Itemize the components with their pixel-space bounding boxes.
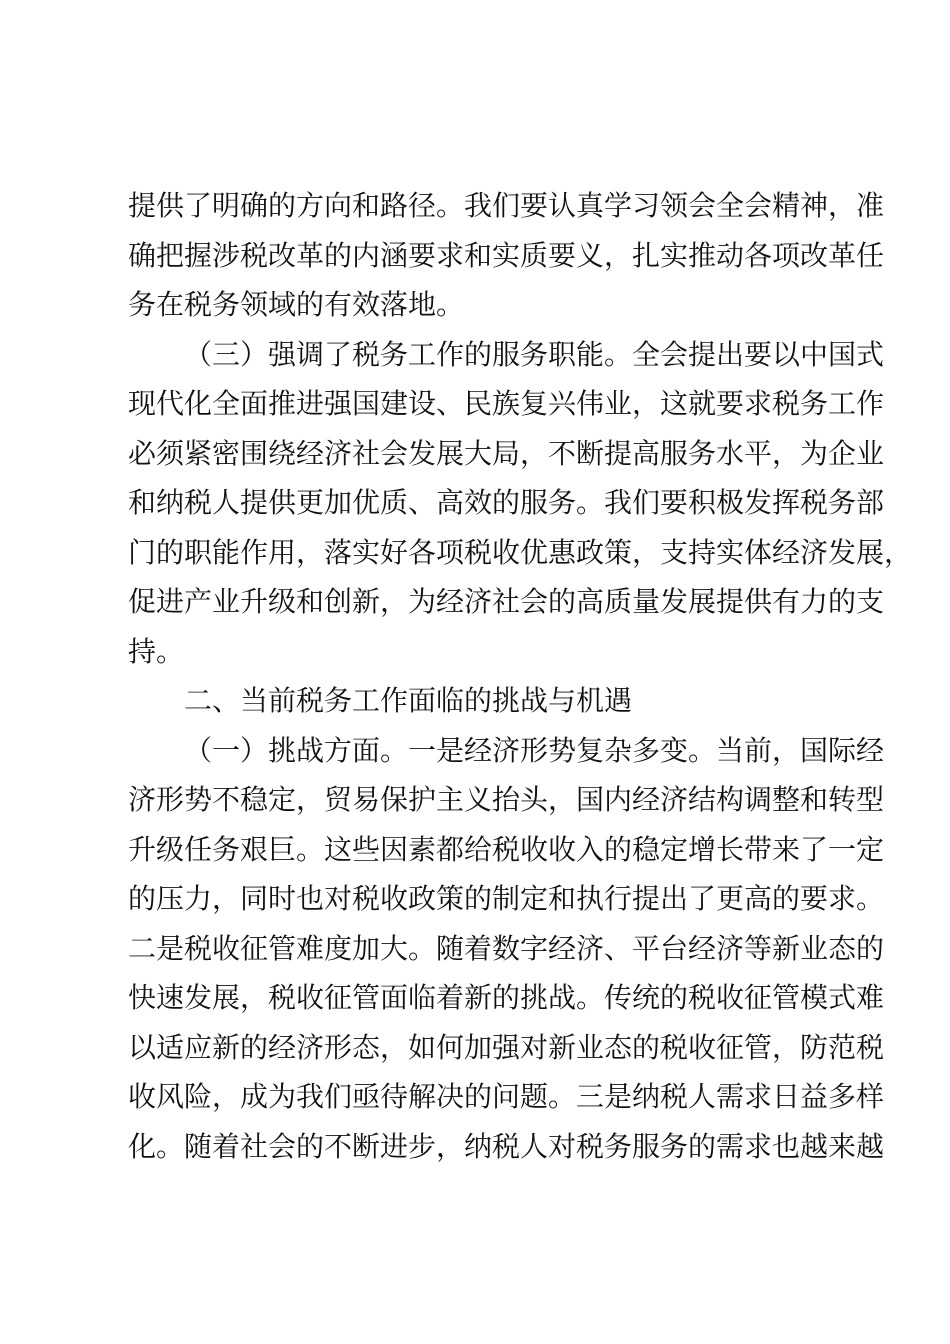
paragraph-line: （一）挑战方面。一是经济形势复杂多变。当前，国际经: [184, 733, 885, 767]
paragraph-line: 门的职能作用，落实好各项税收优惠政策，支持实体经济发展，: [128, 535, 913, 569]
paragraph-line: 提供了明确的方向和路径。我们要认真学习领会全会精神，准: [128, 189, 885, 222]
paragraph-line: 二是税收征管难度加大。随着数字经济、平台经济等新业态的: [128, 931, 885, 965]
paragraph-line: 的压力，同时也对税收政策的制定和执行提出了更高的要求。: [128, 882, 885, 915]
paragraph-line: 济形势不稳定，贸易保护主义抬头，国内经济结构调整和转型: [128, 783, 885, 816]
paragraph-line: 必须紧密围绕经济社会发展大局，不断提高服务水平，为企业: [128, 436, 885, 470]
paragraph-line: 持。: [128, 634, 185, 668]
paragraph-line: 确把握涉税改革的内涵要求和实质要义，扎实推动各项改革任: [128, 238, 885, 272]
section-heading: 二、当前税务工作面临的挑战与机遇: [184, 684, 633, 717]
paragraph-line: （三）强调了税务工作的服务职能。全会提出要以中国式: [184, 337, 885, 371]
paragraph-line: 升级任务艰巨。这些因素都给税收收入的稳定增长带来了一定: [128, 832, 885, 866]
document-body: [128, 181, 913, 1171]
paragraph-line: 和纳税人提供更加优质、高效的服务。我们要积极发挥税务部: [128, 486, 885, 519]
paragraph-line: 促进产业升级和创新，为经济社会的高质量发展提供有力的支: [128, 585, 885, 618]
paragraph-line: 务在税务领域的有效落地。: [128, 288, 465, 321]
paragraph-line: 化。随着社会的不断进步，纳税人对税务服务的需求也越来越: [128, 1129, 885, 1163]
paragraph-line: 以适应新的经济形态，如何加强对新业态的税收征管，防范税: [128, 1030, 885, 1064]
paragraph-line: 现代化全面推进强国建设、民族复兴伟业，这就要求税务工作: [128, 387, 885, 420]
paragraph-line: 收风险，成为我们亟待解决的问题。三是纳税人需求日益多样: [128, 1080, 885, 1113]
paragraph-line: 快速发展，税收征管面临着新的挑战。传统的税收征管模式难: [128, 981, 885, 1014]
